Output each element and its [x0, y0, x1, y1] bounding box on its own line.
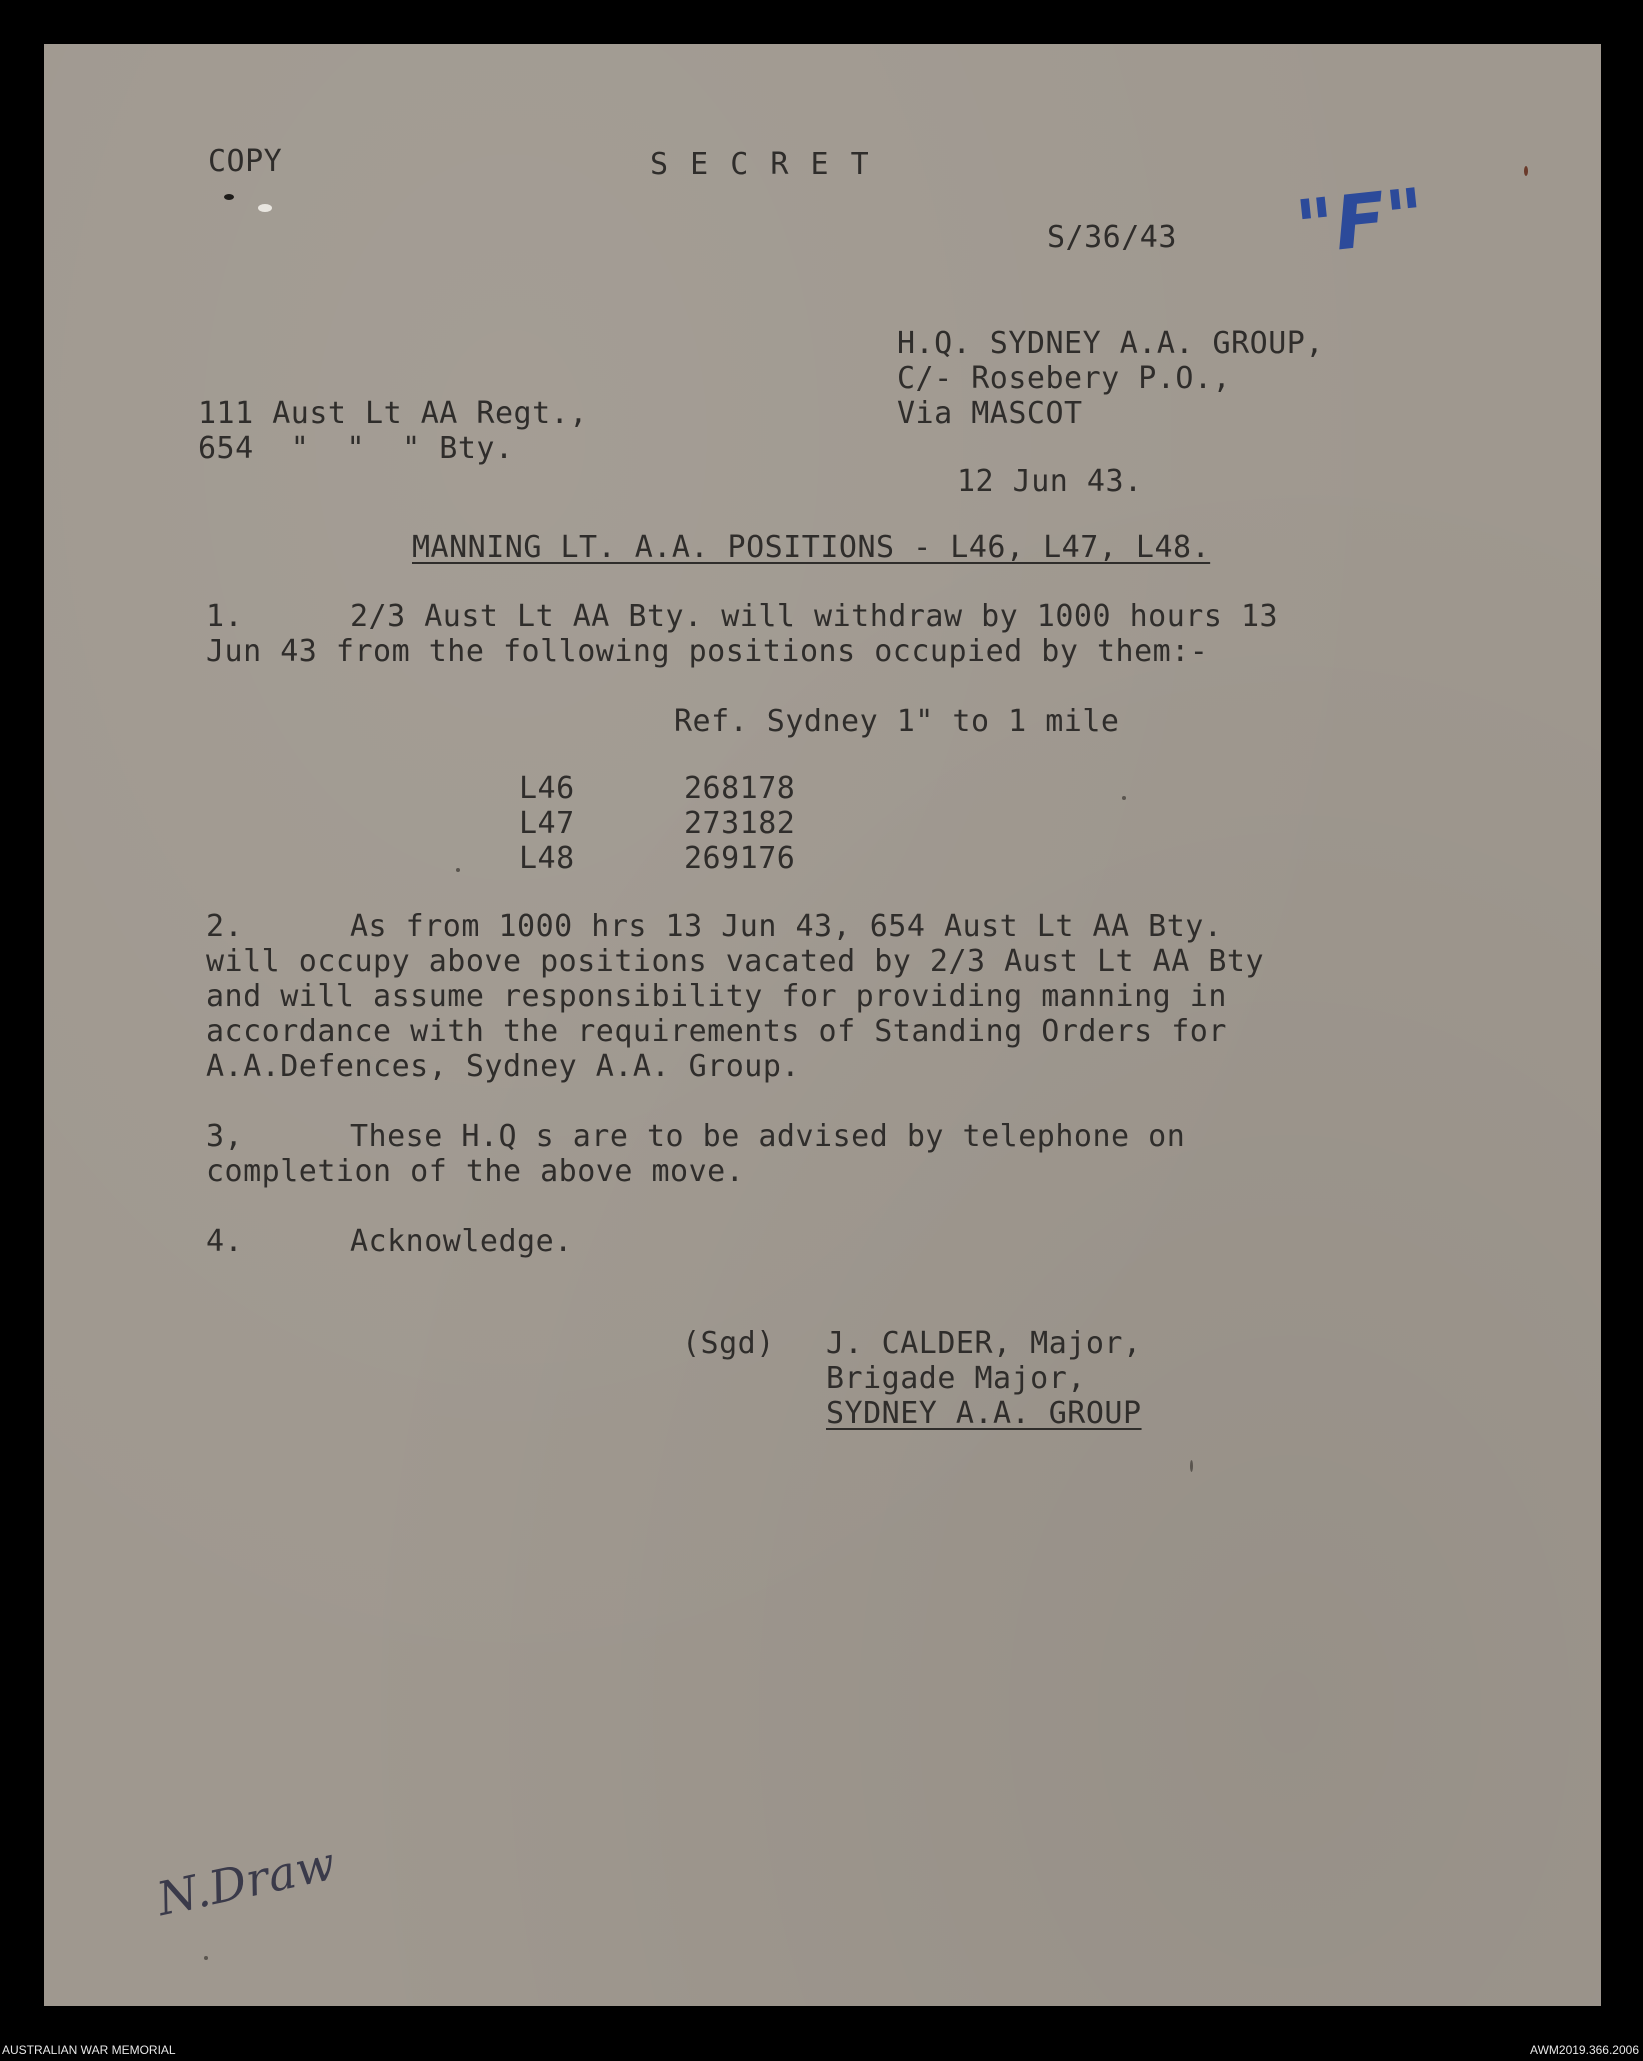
reference-number: S/36/43 [1047, 220, 1177, 255]
handwritten-annotation: "F" [1291, 172, 1430, 272]
para-2-line-1: As from 1000 hrs 13 Jun 43, 654 Aust Lt AA Bty. [350, 909, 1223, 944]
signatory-unit: SYDNEY A.A. GROUP [826, 1396, 1142, 1431]
para-1-line-2: Jun 43 from the following positions occupied by them:- [206, 634, 1209, 669]
position-code-l47: L47 [519, 806, 575, 841]
para-3-number: 3, [206, 1119, 244, 1154]
position-grid-l47: 273182 [684, 806, 796, 841]
sender-line-3: Via MASCOT [897, 396, 1083, 431]
para-3-line-2: completion of the above move. [206, 1154, 745, 1189]
para-4-number: 4. [206, 1224, 244, 1259]
paper-speck [204, 1956, 208, 1960]
position-grid-l48: 269176 [684, 841, 796, 876]
paper-speck [456, 868, 460, 872]
paper-speck [1524, 166, 1528, 176]
document-page [44, 44, 1601, 2006]
paper-speck [1122, 796, 1126, 800]
position-grid-l46: 268178 [684, 771, 796, 806]
footer-institution: AUSTRALIAN WAR MEMORIAL [2, 2043, 176, 2057]
para-4-line-1: Acknowledge. [350, 1224, 573, 1259]
position-code-l48: L48 [519, 841, 575, 876]
signatory-name: J. CALDER, Major, [826, 1326, 1142, 1361]
para-2-line-3: and will assume responsibility for providing manning in [206, 979, 1227, 1014]
classification-heading: S E C R E T [650, 147, 871, 182]
paper-speck [224, 194, 234, 200]
subject-line: MANNING LT. A.A. POSITIONS - L46, L47, L48. [412, 530, 1211, 565]
footer-accession-number: AWM2019.366.2006 [1530, 2043, 1639, 2057]
para-3-line-1: These H.Q s are to be advised by telephone on [350, 1119, 1186, 1154]
handwritten-initials: N.Draw [152, 1835, 341, 1927]
map-reference: Ref. Sydney 1" to 1 mile [674, 704, 1120, 739]
para-2-number: 2. [206, 909, 244, 944]
para-2-line-2: will occupy above positions vacated by 2/3 Aust Lt AA Bty [206, 944, 1265, 979]
para-1-number: 1. [206, 599, 244, 634]
para-2-line-5: A.A.Defences, Sydney A.A. Group. [206, 1049, 800, 1084]
paper-speck [1190, 1460, 1193, 1472]
signatory-title: Brigade Major, [826, 1361, 1086, 1396]
recipient-line-2: 654 " " " Bty. [198, 431, 514, 466]
para-1-line-1: 2/3 Aust Lt AA Bty. will withdraw by 1000 hours 13 [350, 599, 1279, 634]
recipient-line-1: 111 Aust Lt AA Regt., [198, 396, 588, 431]
position-code-l46: L46 [519, 771, 575, 806]
copy-mark: COPY [208, 144, 283, 179]
para-2-line-4: accordance with the requirements of Standing Orders for [206, 1014, 1227, 1049]
sender-line-2: C/- Rosebery P.O., [897, 361, 1232, 396]
paper-speck [258, 204, 272, 212]
sender-line-1: H.Q. SYDNEY A.A. GROUP, [897, 326, 1324, 361]
signed-mark: (Sgd) [682, 1326, 775, 1361]
document-date: 12 Jun 43. [957, 464, 1143, 499]
